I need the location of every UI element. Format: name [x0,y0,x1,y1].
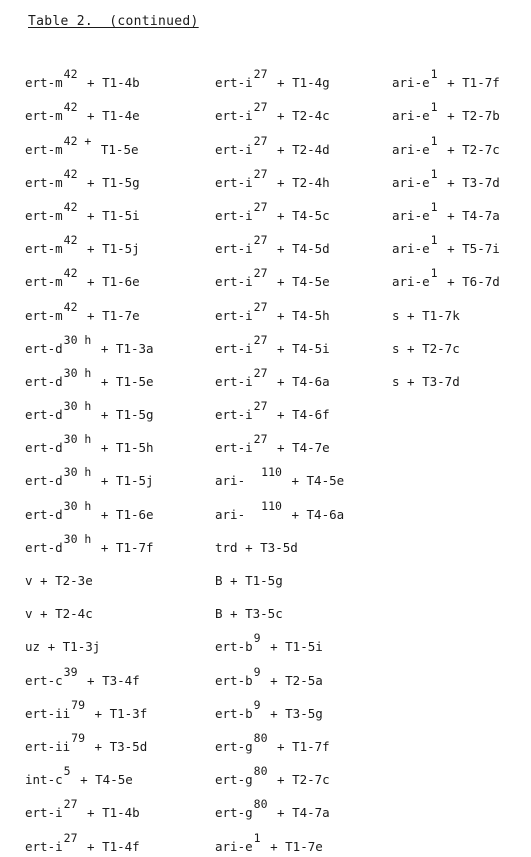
entry-cross-code: + T1-5g [79,174,140,190]
entry-cross-code: + T1-5g [93,407,154,423]
entry-superscript: 27 [253,166,268,181]
entry-cross-code: + T3-5d [87,738,148,754]
entry-stem: ert-m [25,108,63,124]
entry-stem: ari-e [392,241,430,257]
entry-superscript: 9 [253,631,261,646]
entry-cross-code: + T1-3f [87,705,148,721]
table-entry [392,126,500,159]
entry-stem: ert-b [215,639,253,655]
entry-stem: v [25,573,33,588]
table-entry [215,624,344,657]
entry-stem: ari-e [392,141,430,157]
table-entry [25,458,154,491]
entry-cross-code: + T1-5j [93,473,154,489]
entry-stem: ert-g [215,805,253,821]
entry-cross-code: + T2-7c [399,340,460,356]
table-entry [215,93,344,126]
table-entry [215,60,344,93]
entry-superscript: 30 h [63,399,92,414]
entry-superscript: 27 [253,432,268,447]
table-entry [25,691,154,724]
table-entry [25,126,154,159]
entry-superscript: 1 [430,100,438,115]
entry-cross-code: + T1-5e [93,373,154,389]
entry-cross-code: + T3-5c [222,606,283,622]
table-entry [215,259,344,292]
table-entry [25,823,154,856]
entry-superscript: 30 h [63,432,92,447]
table-entry [215,657,344,690]
entry-cross-code: + T1-6e [93,506,154,522]
table-entry [25,525,154,558]
table-entry [215,458,344,491]
table-entry [215,326,344,359]
entry-superscript: 27 [253,332,268,347]
entry-superscript: 27 [253,100,268,115]
entry-superscript: 42 [63,67,78,82]
entry-cross-code: + T2-4c [32,606,93,622]
entry-stem: ert-i [215,75,253,91]
table-entry [25,93,154,126]
entry-cross-code: + T1-7k [399,307,460,323]
table-entry [25,160,154,193]
entry-cross-code: + T1-3j [40,639,101,655]
entry-stem: s [392,307,400,323]
entry-stem: ert-m [25,75,63,91]
entry-stem: ert-c [25,672,63,688]
table-entry [215,392,344,425]
entry-superscript: 27 [253,133,268,148]
table-entry [215,359,344,392]
entry-stem: ert-ii [25,705,71,721]
entry-cross-code: + T1-4e [79,108,140,124]
entry-stem: ert-i [215,307,253,323]
table-entry [215,292,344,325]
table-column-2 [215,60,344,857]
entry-stem: ari-e [392,108,430,124]
entry-cross-code: + T1-4b [79,75,140,91]
entry-superscript: 79 [71,730,86,745]
entry-cross-code: + T5-7i [439,241,500,257]
entry-cross-code: + T2-7c [439,141,500,157]
entry-stem: ert-m [25,307,63,323]
entry-cross-code: + T4-5e [269,274,330,290]
table-entry [25,657,154,690]
entry-cross-code: + T4-7e [269,440,330,456]
entry-stem: ert-d [25,539,63,555]
entry-cross-code: + T4-5i [269,340,330,356]
entry-stem: ert-b [215,672,253,688]
entry-cross-code: + T1-5h [93,440,154,456]
entry-superscript: 42 [63,100,78,115]
entry-superscript: 30 h [63,365,92,380]
entry-stem: trd [215,539,238,555]
entry-stem: ari-e [215,838,253,854]
entry-cross-code: + T1-5i [79,207,140,223]
entry-stem: ert-m [25,274,63,290]
entry-superscript: 27 [253,233,268,248]
entry-stem: ert-d [25,340,63,356]
entry-cross-code: + T4-5e [283,473,345,489]
entry-superscript: 9 [253,697,261,712]
table-column-1 [25,60,154,857]
entry-superscript: 42 [63,233,78,248]
entry-stem: ari- [215,506,261,522]
table-entry [25,591,154,624]
table-entry [215,591,344,624]
entry-stem: ert-i [215,241,253,257]
table-entry [25,790,154,823]
entry-stem: ert-i [215,207,253,223]
table-entry [25,60,154,93]
table-entry [392,326,500,359]
entry-cross-code: + T2-4h [269,174,330,190]
table-entry [215,558,344,591]
entry-stem: s [392,340,400,356]
entry-superscript: 39 [63,664,78,679]
entry-stem: ert-d [25,407,63,423]
table-entry [25,259,154,292]
entry-superscript: 27 [253,365,268,380]
entry-superscript: 79 [71,697,86,712]
entry-stem: ert-i [215,340,253,356]
entry-superscript: 27 [63,797,78,812]
entry-cross-code: + T3-4f [79,672,140,688]
entry-stem: ert-m [25,174,63,190]
entry-superscript: 1 [430,133,438,148]
entry-cross-code: T1-5e [93,141,139,157]
table-column-3 [392,60,500,392]
entry-stem: ari-e [392,207,430,223]
entry-cross-code: + T1-5g [222,573,283,588]
table-entry [25,724,154,757]
table-entry [392,259,500,292]
table-entry [215,724,344,757]
entry-stem: ert-d [25,473,63,489]
entry-stem: ari- [215,473,261,489]
table-entry [215,126,344,159]
entry-cross-code: + T3-7d [439,174,500,190]
entry-cross-code: + T4-7a [269,805,330,821]
table-entry [215,491,344,524]
entry-stem: v [25,606,33,622]
table-entry [215,525,344,558]
entry-stem: ert-i [215,440,253,456]
table-entry [392,292,500,325]
table-entry [215,691,344,724]
entry-cross-code: + T1-3a [93,340,154,356]
entry-stem: ari-e [392,75,430,91]
entry-superscript: 1 [430,166,438,181]
entry-superscript: 27 [253,199,268,214]
entry-superscript: 1 [430,233,438,248]
entry-stem: s [392,373,400,389]
entry-cross-code: + T2-3e [32,573,93,588]
entry-stem: ert-i [25,838,63,854]
entry-superscript: 30 h [63,498,92,513]
entry-stem: ert-i [215,141,253,157]
entry-superscript: 42 [63,266,78,281]
entry-stem: ert-ii [25,738,71,754]
table-entry [392,193,500,226]
entry-cross-code: + T3-5g [262,705,323,721]
entry-superscript: 42 [63,299,78,314]
entry-stem: ert-i [215,274,253,290]
entry-cross-code: + T4-6a [269,373,330,389]
entry-stem: ert-b [215,705,253,721]
entry-cross-code: + T1-7f [269,738,330,754]
entry-stem: ert-i [215,373,253,389]
entry-cross-code: + T1-4f [79,838,140,854]
entry-cross-code: + T2-7c [269,772,330,788]
entry-superscript: 30 h [63,531,92,546]
entry-cross-code: + T6-7d [439,274,500,290]
entry-cross-code: + T1-5i [262,639,323,655]
entry-superscript: 42 + [63,133,92,148]
table-entry [215,757,344,790]
table-entry [215,425,344,458]
entry-stem: ari-e [392,174,430,190]
entry-superscript: 42 [63,166,78,181]
entry-superscript: 1 [430,67,438,82]
entry-stem: ert-d [25,373,63,389]
entry-superscript: 80 [253,764,268,779]
table-entry [215,160,344,193]
table-entry [215,193,344,226]
table-title: Table 2. (continued) [28,14,199,29]
table-entry [25,558,154,591]
entry-stem: B [215,573,223,588]
entry-stem: B [215,606,223,622]
entry-cross-code: + T1-4g [269,75,330,91]
table-entry [392,226,500,259]
entry-cross-code: + T4-7a [439,207,500,223]
entry-superscript: 80 [253,730,268,745]
entry-cross-code: + T3-7d [399,373,460,389]
table-entry [25,624,154,657]
entry-cross-code: + T4-6a [283,506,345,522]
entry-cross-code: + T4-5c [269,207,330,223]
entry-superscript: 9 [253,664,261,679]
entry-superscript: 30 h [63,465,92,480]
entry-cross-code: + T4-5e [72,772,133,788]
table-entry [392,359,500,392]
entry-stem: ert-i [215,174,253,190]
entry-stem: ert-g [215,738,253,754]
entry-superscript: 30 h [63,332,92,347]
table-entry [25,359,154,392]
entry-cross-code: + T1-7e [262,838,323,854]
entry-superscript: 27 [63,830,78,845]
entry-stem: ari-e [392,274,430,290]
entry-superscript: 27 [253,266,268,281]
entry-stem: ert-m [25,141,63,157]
entry-stem: ert-i [215,407,253,423]
table-entry [25,425,154,458]
entry-superscript: 5 [63,764,71,779]
entry-stem: int-c [25,772,63,788]
entry-superscript: 27 [253,67,268,82]
entry-cross-code: + T1-7f [439,75,500,91]
entry-cross-code: + T4-5h [269,307,330,323]
table-entry [25,491,154,524]
entry-stem: ert-d [25,506,63,522]
entry-superscript: 27 [253,299,268,314]
entry-superscript: 80 [253,797,268,812]
entry-cross-code: + T1-4b [79,805,140,821]
entry-stem: ert-m [25,241,63,257]
table-entry [25,292,154,325]
entry-cross-code: + T1-7e [79,307,140,323]
entry-cross-code: + T4-6f [269,407,330,423]
entry-superscript: 1 [253,830,261,845]
entry-cross-code: + T1-6e [79,274,140,290]
entry-stem: ert-i [25,805,63,821]
entry-stem: ert-i [215,108,253,124]
entry-cross-code: + T2-4d [269,141,330,157]
entry-cross-code: + T3-5d [237,539,298,555]
entry-superscript: 27 [253,399,268,414]
table-entry [215,823,344,856]
entry-cross-code: + T4-5d [269,241,330,257]
entry-cross-code: + T2-7b [439,108,500,124]
entry-stem: ert-m [25,207,63,223]
entry-superscript: 1 [430,199,438,214]
entry-cross-code: + T2-5a [262,672,323,688]
table-entry [25,193,154,226]
table-entry [215,790,344,823]
table-entry [392,93,500,126]
entry-cross-code: + T2-4c [269,108,330,124]
entry-superscript: 42 [63,199,78,214]
table-entry [25,757,154,790]
entry-superscript: 110 [261,465,282,480]
entry-stem: ert-d [25,440,63,456]
entry-stem: ert-g [215,772,253,788]
table-entry [392,160,500,193]
table-entry [25,226,154,259]
table-entry [25,326,154,359]
entry-cross-code: + T1-5j [79,241,140,257]
table-entry [25,392,154,425]
entry-superscript: 110 [261,498,282,513]
entry-superscript: 1 [430,266,438,281]
table-entry [392,60,500,93]
entry-cross-code: + T1-7f [93,539,154,555]
entry-stem: uz [25,639,41,655]
table-entry [215,226,344,259]
